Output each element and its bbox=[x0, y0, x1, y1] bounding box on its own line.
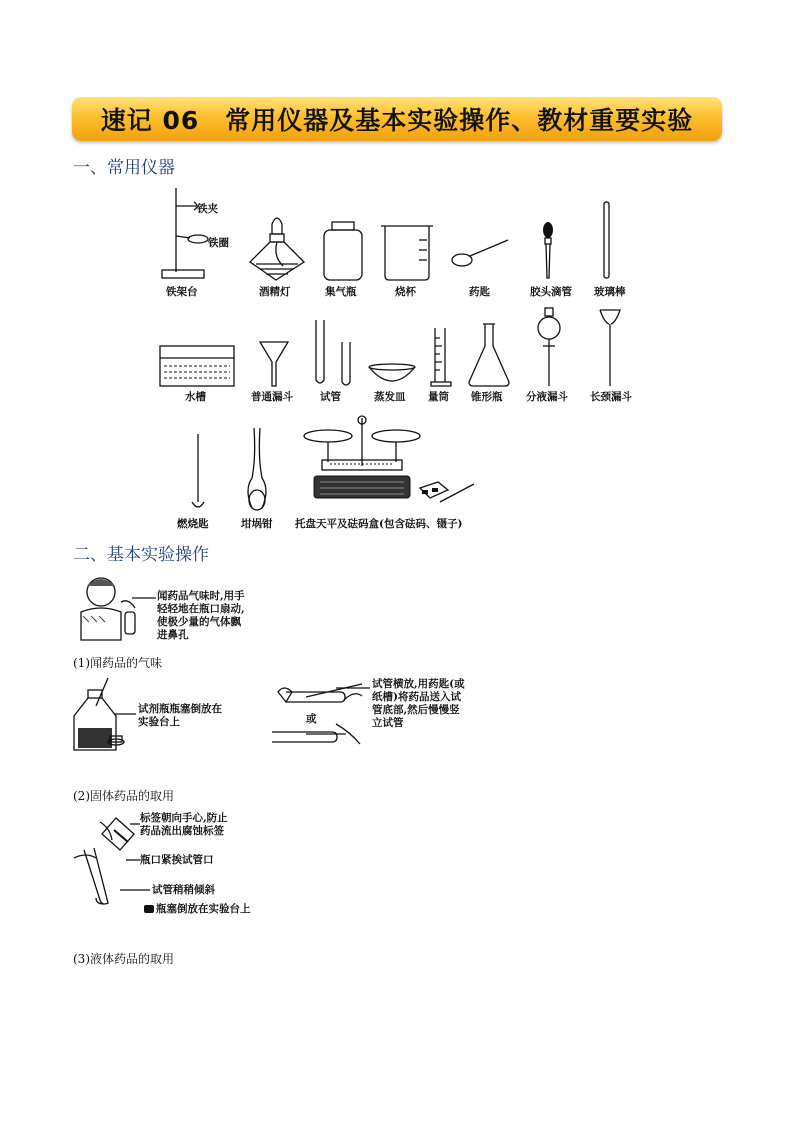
label-separatory-funnel: 分液漏斗 bbox=[526, 391, 568, 403]
solid-annotation-left: 试剂瓶瓶塞倒放在 实验台上 bbox=[138, 703, 222, 728]
balance-drawing bbox=[300, 414, 476, 514]
liquid-annotation-tilt: 试管稍稍倾斜 bbox=[152, 884, 215, 896]
water-trough-drawing bbox=[158, 344, 236, 388]
label-conical-flask: 锥形瓶 bbox=[471, 391, 503, 403]
label-funnel: 普通漏斗 bbox=[251, 391, 293, 403]
label-gas-jar: 集气瓶 bbox=[325, 286, 357, 298]
label-beaker: 烧杯 bbox=[395, 286, 416, 298]
conical-flask-drawing bbox=[467, 322, 511, 388]
graduated-cylinder-drawing bbox=[429, 326, 453, 388]
alcohol-lamp-drawing bbox=[246, 214, 308, 282]
label-iron-stand: 铁架台 bbox=[166, 286, 198, 298]
evaporating-dish-drawing bbox=[367, 362, 417, 386]
label-spatula: 药匙 bbox=[469, 286, 490, 298]
crucible-tongs-drawing bbox=[242, 426, 272, 514]
combustion-spoon-drawing bbox=[188, 432, 208, 512]
label-alcohol-lamp: 酒精灯 bbox=[259, 286, 291, 298]
label-evaporating-dish: 蒸发皿 bbox=[374, 391, 406, 403]
label-graduated-cylinder: 量筒 bbox=[428, 391, 449, 403]
smelling-illustration bbox=[71, 572, 147, 642]
solid-annotation-right: 试管横放,用药匙(或 纸槽)将药品送入试 管底部,然后慢慢竖 立试管 bbox=[372, 678, 465, 729]
glass-rod-drawing bbox=[602, 200, 612, 280]
dropper-drawing bbox=[538, 220, 558, 282]
label-balance: 托盘天平及砝码盒(包含砝码、镊子) bbox=[295, 518, 463, 530]
label-glass-rod: 玻璃棒 bbox=[594, 286, 626, 298]
smell-annotation: 闻药品气味时,用手 轻轻地在瓶口扇动, 使极少量的气体飘 进鼻孔 bbox=[157, 590, 245, 641]
label-iron-clamp: 铁夹 bbox=[197, 203, 218, 215]
label-crucible-tongs: 坩埚钳 bbox=[241, 518, 273, 530]
caption-liquid: (3)液体药品的取用 bbox=[73, 952, 174, 966]
title-banner bbox=[72, 97, 722, 141]
liquid-annotation-label: 标签朝向手心,防止 药品流出腐蚀标签 bbox=[140, 812, 228, 837]
section-heading-instruments: 一、常用仪器 bbox=[73, 158, 175, 178]
liquid-annotation-mouth: 瓶口紧挨试管口 bbox=[140, 854, 214, 866]
stopper-icon bbox=[142, 903, 156, 915]
label-combustion-spoon: 燃烧匙 bbox=[177, 518, 209, 530]
label-test-tube: 试管 bbox=[320, 391, 341, 403]
section-heading-operations: 二、基本实验操作 bbox=[73, 545, 209, 565]
spatula-drawing bbox=[450, 236, 512, 270]
page-title: 速记 06 常用仪器及基本实验操作、教材重要实验 bbox=[100, 106, 694, 135]
gas-jar-drawing bbox=[322, 220, 364, 282]
long-neck-funnel-drawing bbox=[598, 306, 624, 388]
funnel-drawing bbox=[258, 340, 290, 388]
label-iron-ring: 铁圈 bbox=[208, 237, 229, 249]
beaker-drawing bbox=[379, 222, 435, 282]
liquid-annotation-stopper: 瓶塞倒放在实验台上 bbox=[156, 903, 251, 915]
label-dropper: 胶头滴管 bbox=[530, 286, 572, 298]
solid-or-label: 或 bbox=[306, 713, 317, 725]
bottle-pointer-line bbox=[114, 712, 138, 716]
separatory-funnel-drawing bbox=[534, 306, 564, 388]
test-tube-drawing bbox=[312, 318, 354, 388]
smelling-pointer-line bbox=[132, 596, 158, 600]
label-water-trough: 水槽 bbox=[185, 391, 206, 403]
label-long-neck-funnel: 长颈漏斗 bbox=[590, 391, 632, 403]
caption-solid: (2)固体药品的取用 bbox=[73, 789, 174, 803]
caption-smell: (1)闻药品的气味 bbox=[73, 656, 162, 670]
tube-pointer-line bbox=[336, 686, 372, 690]
